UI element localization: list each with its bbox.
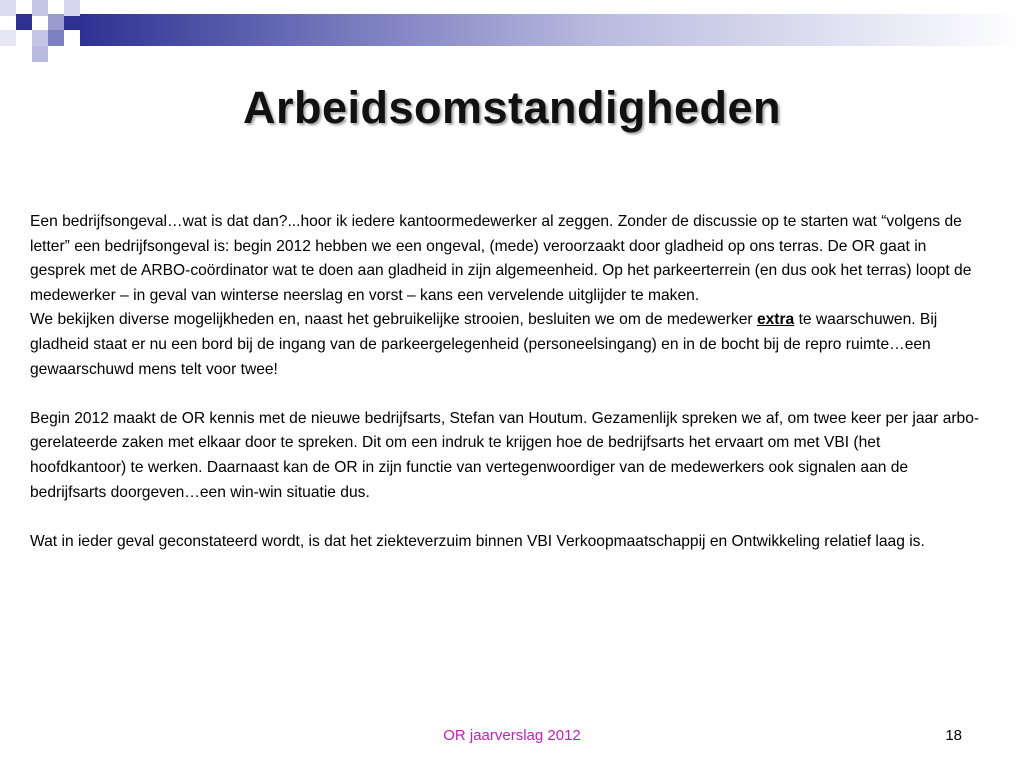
paragraph-3: Begin 2012 maakt de OR kennis met de nieuwe bedrijfsarts, Stefan van Houtum. Gezamenlijk spreken we af, om twee keer per jaar arbo-gerelateerde zaken met elkaar door te spreken. Dit om een indruk te krijgen hoe de bedrijfsarts het ervaart om met VBI (het hoofdkantoor) te werken. Daarnaast kan de OR in zijn functie van vertegenwoordiger van de medewerkers ook signalen aan de bedrijfsarts doorgeven…een win-win situatie dus. <box>30 409 980 501</box>
paragraph-spacer <box>30 505 980 530</box>
paragraph-1: Een bedrijfsongeval…wat is dat dan?...hoor ik iedere kantoormedewerker al zeggen. Zonder de discussie op te starten wat “volgens de letter” een bedrijfsongeval is: begin 2012 hebben we een ongeval, (mede) veroorzaakt door gladheid op ons terras. De OR gaat in gesprek met de ARBO-coördinator wat te doen aan gladheid in zijn algemeenheid. Op het parkeerterrein (en dus ook het terras) loopt de medewerker – in geval van winterse neerslag en vorst – kans een vervelende uitglijder te maken. <box>30 213 972 304</box>
decor-square <box>48 14 64 30</box>
decor-square <box>0 30 16 46</box>
emphasis-extra: extra <box>756 311 795 329</box>
decor-square <box>64 0 80 16</box>
decor-square <box>0 0 16 16</box>
paragraph-2 <box>30 308 980 382</box>
paragraph-2-start: We bekijken diverse mogelijkheden en, naast het gebruikelijke strooien, besluiten we om de medewerker <box>30 311 757 329</box>
gradient-bar <box>80 14 1024 46</box>
page-number: 18 <box>945 727 962 744</box>
slide-title: Arbeidsomstandigheden <box>242 82 782 133</box>
paragraph-4: Wat in ieder geval geconstateerd wordt, is dat het ziekteverzuim binnen VBI Verkoopmaatschappij en Ontwikkeling relatief laag is. <box>30 532 925 550</box>
footer-text: OR jaarverslag 2012 <box>443 727 581 744</box>
decor-square <box>64 14 80 30</box>
header-decoration <box>0 0 1024 70</box>
decor-square <box>32 0 48 16</box>
decor-square <box>48 30 64 46</box>
decor-square <box>32 30 48 46</box>
decor-square <box>32 46 48 62</box>
paragraph-2-end: te waarschuwen. Bij gladheid staat er nu een bord bij de ingang van de parkeergelegenheid (personeelsingang) en in de bocht bij de repro ruimte…een gewaarschuwd mens telt voor twee! <box>30 311 938 378</box>
paragraph-spacer <box>30 382 980 407</box>
decor-square <box>16 14 32 30</box>
slide-body <box>30 210 980 554</box>
